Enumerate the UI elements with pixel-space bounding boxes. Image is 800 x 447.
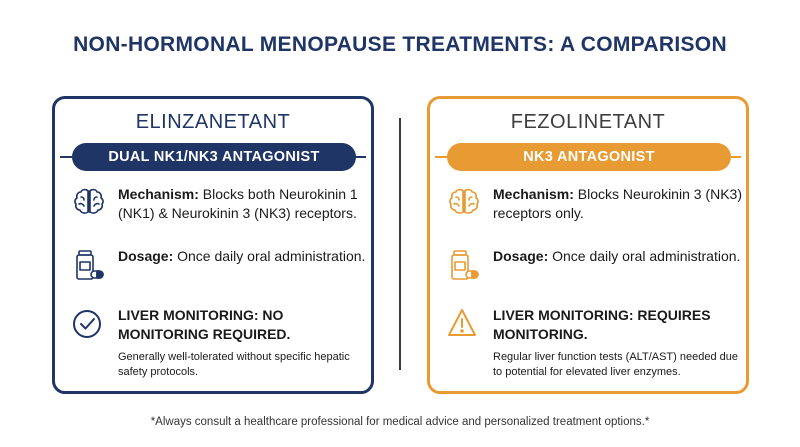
warning-icon (446, 306, 482, 342)
brain-icon (71, 185, 107, 221)
mechanism-text: Blocks both Neurokinin 1 (NK1) & Neurokinin 3 (NK3) receptors. (118, 186, 358, 221)
card-elinzanetant (52, 96, 374, 394)
badge-line-left (435, 156, 447, 158)
center-divider (399, 118, 401, 370)
disclaimer-footer: *Always consult a healthcare professional for medical advice and personalized treatment options.* (150, 416, 650, 428)
brain-icon (446, 185, 482, 221)
check-circle-icon (71, 306, 107, 342)
dosage-text: Once daily oral administration. (548, 248, 741, 264)
mechanism-label: Mechanism: (493, 186, 574, 202)
liver-heading: LIVER MONITORING: REQUIRES MONITORING. (493, 307, 711, 342)
dosage-label: Dosage: (493, 248, 549, 264)
pill-bottle-icon (71, 247, 107, 283)
dosage-text: Once daily oral administration. (173, 248, 366, 264)
badge-line-left (60, 156, 72, 158)
dosage-label: Dosage: (118, 248, 174, 264)
mechanism-badge: NK3 ANTAGONIST (447, 143, 731, 171)
mechanism-text: Blocks Neurokinin 3 (NK3) receptors only. (493, 186, 742, 221)
mechanism-badge: DUAL NK1/NK3 ANTAGONIST (72, 143, 356, 171)
card-title: ELINZANETANT (135, 111, 291, 133)
liver-note: Regular liver function tests (ALT/AST) needed due to potential for elevated liver enzymes. (493, 351, 738, 378)
pill-bottle-icon (446, 247, 482, 283)
liver-note: Generally well-tolerated without specific hepatic safety protocols. (118, 351, 350, 378)
liver-heading: LIVER MONITORING: NO MONITORING REQUIRED. (118, 307, 291, 342)
card-title: FEZOLINETANT (510, 111, 666, 133)
page-title: NON-HORMONAL MENOPAUSE TREATMENTS: A COMPARISON (73, 33, 727, 56)
card-fezolinetant (427, 96, 749, 394)
mechanism-label: Mechanism: (118, 186, 199, 202)
